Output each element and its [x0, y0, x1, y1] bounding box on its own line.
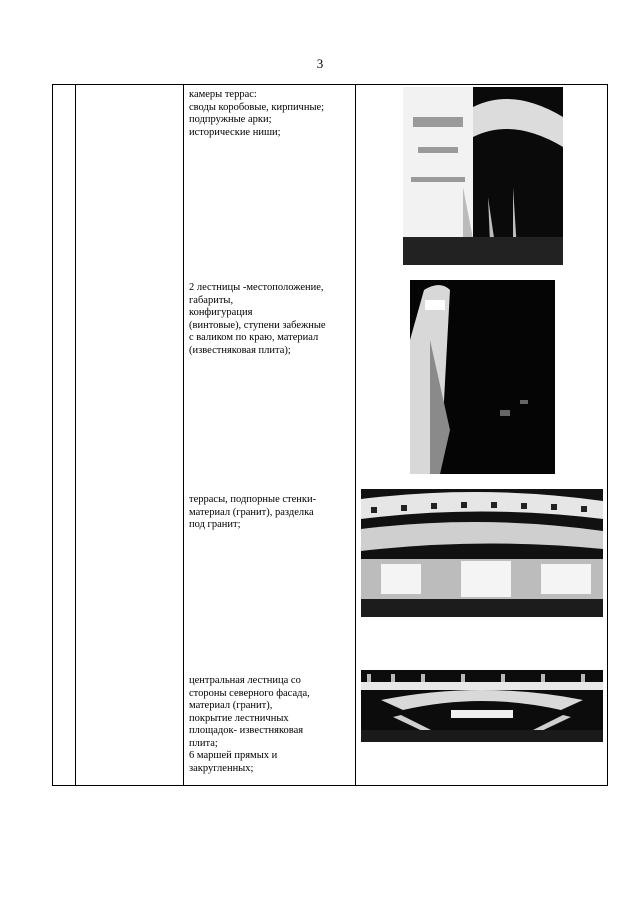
text-line: плита; [189, 737, 218, 749]
text-line: материал (гранит), разделка [189, 506, 314, 518]
text-line: (известняковая плита); [189, 344, 291, 356]
text-line: террасы, подпорные стенки- [189, 494, 317, 505]
vaulted-chamber-photo [403, 87, 563, 265]
feature-description-1 [189, 89, 357, 139]
text-line: под гранит; [189, 519, 241, 530]
page-number: 3 [316, 56, 324, 71]
text-line: покрытие лестничных [189, 712, 289, 724]
text-line: (винтовые), ступени забежные [189, 319, 326, 331]
text-line: стороны северного фасада, [189, 687, 310, 699]
text-line: подпружные арки; [189, 114, 272, 125]
central-stair-photo [361, 670, 603, 742]
text-line: исторические ниши; [189, 126, 281, 138]
feature-description-4 [189, 675, 357, 775]
terraces-photo [361, 489, 603, 617]
text-line: площадок- известняковая [189, 725, 304, 736]
column-divider [75, 85, 76, 785]
feature-description-3 [189, 494, 357, 532]
column-divider [183, 85, 184, 785]
text-line: габариты, [189, 294, 234, 306]
text-line: материал (гранит), [189, 700, 273, 711]
text-line: конфигурация [189, 307, 253, 318]
text-line: своды коробовые, кирпичные; [189, 101, 325, 113]
text-line: 2 лестницы -местоположение, [189, 282, 324, 293]
heritage-table [52, 84, 608, 786]
feature-description-2 [189, 282, 357, 357]
text-line: 6 маршей прямых и [189, 750, 278, 761]
spiral-stair-photo [410, 280, 555, 474]
text-line: камеры террас: [189, 89, 257, 100]
text-line: закругленных; [189, 762, 254, 774]
text-line: с валиком по краю, материал [189, 332, 319, 343]
text-line: центральная лестница со [189, 675, 301, 686]
